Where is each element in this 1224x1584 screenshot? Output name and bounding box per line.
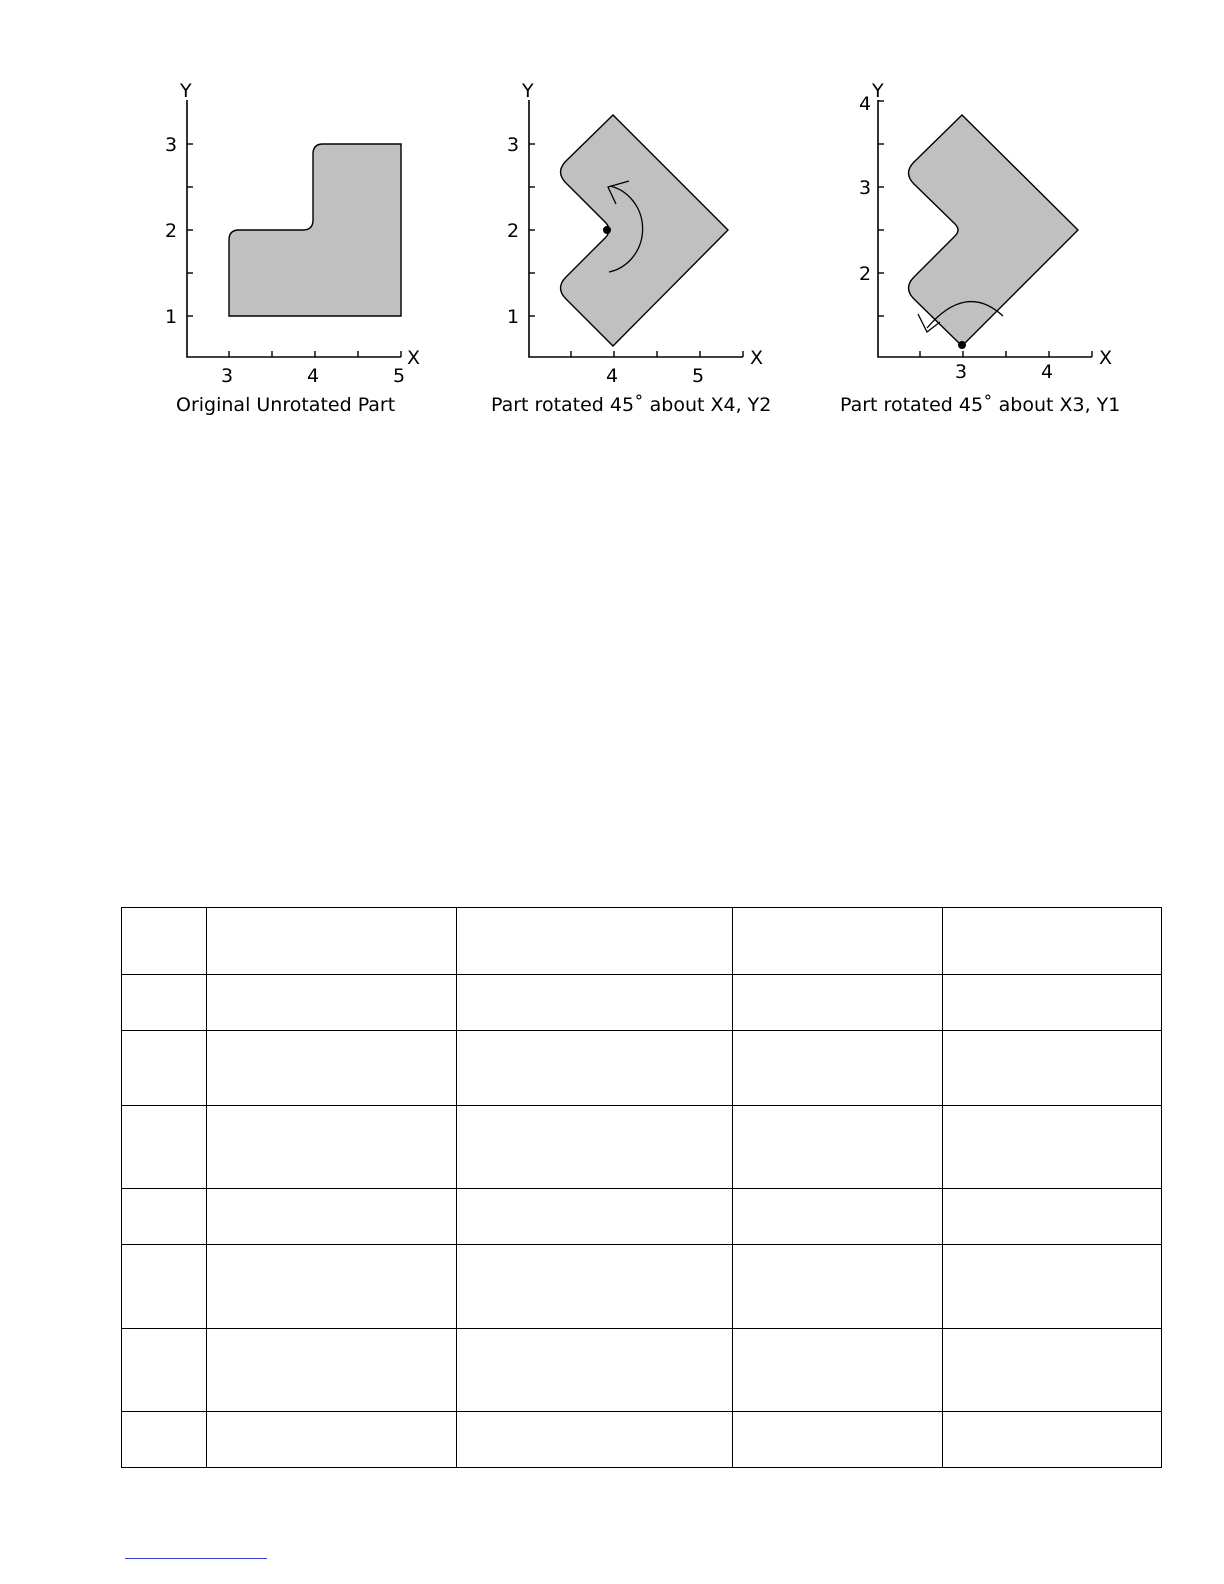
table-cell [733,1189,943,1245]
table-cell [207,1329,457,1412]
table-cell [943,1106,1162,1189]
table-cell [943,1245,1162,1329]
y-axis-label: Y [522,80,534,102]
table-cell [943,1329,1162,1412]
table-cell [457,1106,733,1189]
table-cell [122,908,207,975]
table-cell [733,1106,943,1189]
table-row [122,1329,1162,1412]
y-tick-label: 1 [507,306,520,328]
table-row [122,1031,1162,1106]
table-cell [943,1031,1162,1106]
table-cell [122,975,207,1031]
rotated-part-shape [909,115,1079,346]
y-tick-label: 3 [507,134,520,156]
table-cell [207,1245,457,1329]
table-cell [457,1329,733,1412]
table-cell [207,908,457,975]
table-cell [457,908,733,975]
table-cell [733,975,943,1031]
table-cell [207,1189,457,1245]
rotation-figure [0,0,1224,430]
table-row [122,1245,1162,1329]
y-tick-label: 2 [859,263,872,285]
panel-caption: Part rotated 45˚ about X4, Y2 [491,394,772,416]
table-cell [943,908,1162,975]
table-cell [207,1106,457,1189]
y-tick-label: 2 [507,220,520,242]
x-tick-label: 4 [307,365,320,387]
table-cell [457,1031,733,1106]
x-tick-label: 4 [606,365,619,387]
table-cell [122,1189,207,1245]
table-cell [733,1245,943,1329]
pivot-point [603,226,611,234]
y-axis-label: Y [872,80,884,102]
x-tick-label: 5 [393,365,406,387]
panel-rotated-x3-y1 [840,80,1120,416]
table-cell [733,1031,943,1106]
table-cell [122,1106,207,1189]
x-tick-label: 5 [692,365,705,387]
x-axis-label: X [750,347,764,369]
table-cell [122,1412,207,1468]
table-row [122,1412,1162,1468]
x-tick-label: 3 [955,361,968,383]
table-header-row [122,908,1162,975]
table-cell [943,975,1162,1031]
y-tick-label: 2 [165,220,178,242]
table-cell [457,975,733,1031]
table-cell [122,1245,207,1329]
y-tick-label: 4 [859,93,872,115]
panel-rotated-x4-y2 [491,80,771,416]
table-cell [457,1412,733,1468]
table-cell [943,1412,1162,1468]
panel-caption: Original Unrotated Part [176,394,396,416]
original-part-shape [229,144,401,316]
table-cell [207,1031,457,1106]
table-cell [207,1412,457,1468]
x-tick-label: 3 [221,365,234,387]
footnote-separator [125,1558,267,1559]
y-axis-label: Y [180,80,192,102]
table-row [122,975,1162,1031]
table-cell [122,1329,207,1412]
y-tick-label: 3 [165,134,178,156]
table-cell [733,1412,943,1468]
table-cell [457,1189,733,1245]
table-cell [943,1189,1162,1245]
table-cell [122,1031,207,1106]
x-axis-label: X [1099,347,1113,369]
rotated-part-shape [561,115,729,346]
table-row [122,1106,1162,1189]
y-tick-label: 1 [165,306,178,328]
table-cell [733,908,943,975]
panel-caption: Part rotated 45˚ about X3, Y1 [840,394,1121,416]
table-row [122,1189,1162,1245]
panel-original [165,80,420,416]
pivot-point [958,341,966,349]
table-cell [207,975,457,1031]
x-axis-label: X [407,347,421,369]
empty-table [121,907,1162,1468]
x-tick-label: 4 [1041,361,1054,383]
table-cell [733,1329,943,1412]
y-tick-label: 3 [859,177,872,199]
table-cell [457,1245,733,1329]
